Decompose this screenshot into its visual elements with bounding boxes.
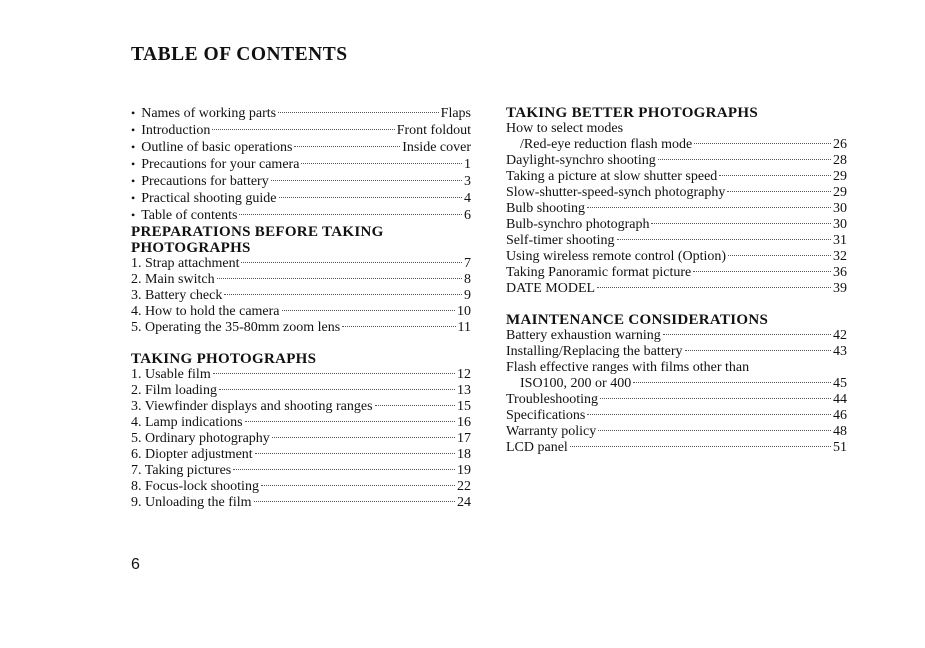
toc-entry — [131, 139, 471, 156]
toc-entry-page: 48 — [833, 424, 847, 439]
toc-entry — [506, 344, 847, 360]
toc-entry — [131, 190, 471, 207]
toc-entry-page: 11 — [457, 320, 471, 335]
toc-entry-label: 4. Lamp indications — [131, 415, 243, 430]
toc-entry — [506, 392, 847, 408]
better-photographs-list — [506, 137, 847, 297]
dot-leader — [719, 175, 831, 176]
toc-entry — [131, 415, 471, 431]
toc-entry — [131, 288, 471, 304]
toc-entry-page: 32 — [833, 249, 847, 264]
toc-entry-page: 4 — [464, 191, 471, 206]
toc-entry-label: Battery exhaustion warning — [506, 328, 661, 343]
toc-entry-page: 1 — [464, 157, 471, 172]
toc-entry-page: 7 — [464, 256, 471, 271]
dot-leader — [254, 501, 455, 502]
toc-entry — [506, 137, 847, 153]
taking-section — [131, 351, 471, 511]
toc-entry-label: /Red-eye reduction flash mode — [520, 137, 693, 152]
toc-entry — [506, 201, 847, 217]
toc-entry-page: 17 — [457, 431, 471, 446]
dot-leader — [271, 180, 462, 181]
toc-entry-wrapped-line: Flash effective ranges with films other than — [506, 360, 750, 375]
dot-leader — [233, 469, 455, 470]
preparations-section — [131, 224, 471, 336]
toc-entry — [506, 440, 847, 456]
toc-entry-page: 16 — [457, 415, 471, 430]
toc-entry-label: Taking a picture at slow shutter speed — [506, 169, 718, 184]
toc-entry-label: 7. Taking pictures — [131, 463, 232, 478]
toc-entry-label: 5. Ordinary photography — [131, 431, 270, 446]
toc-entry-label: 8. Focus-lock shooting — [131, 479, 259, 494]
toc-entry-page: 10 — [457, 304, 471, 319]
toc-entry — [506, 217, 847, 233]
toc-entry-page: Flaps — [440, 106, 471, 121]
toc-entry — [131, 447, 471, 463]
toc-entry-page: 46 — [833, 408, 847, 423]
dot-leader — [282, 310, 455, 311]
toc-entry-page: 36 — [833, 265, 847, 280]
section-heading: TAKING BETTER PHOTOGRAPHS — [506, 105, 758, 121]
dot-leader — [272, 437, 455, 438]
dot-leader — [651, 223, 831, 224]
toc-entry-label: 1. Strap attachment — [131, 256, 240, 271]
toc-entry-page: 26 — [833, 137, 847, 152]
dot-leader — [633, 382, 831, 383]
dot-leader — [728, 255, 831, 256]
dot-leader — [224, 294, 462, 295]
dot-leader — [587, 414, 831, 415]
dot-leader — [239, 214, 462, 215]
preparations-list — [131, 256, 471, 336]
page-number: 6 — [131, 556, 140, 573]
toc-entry — [131, 256, 471, 272]
dot-leader — [219, 389, 455, 390]
toc-entry-label: Bulb shooting — [506, 201, 585, 216]
better-photographs-section — [506, 105, 847, 297]
dot-leader — [279, 197, 462, 198]
dot-leader — [212, 129, 394, 130]
toc-entry — [131, 320, 471, 336]
toc-entry-label: Using wireless remote control (Option) — [506, 249, 727, 264]
section-heading: PHOTOGRAPHS — [131, 240, 251, 256]
dot-leader — [617, 239, 832, 240]
dot-leader — [658, 159, 831, 160]
dot-leader — [727, 191, 831, 192]
toc-entry-page: 24 — [457, 495, 471, 510]
toc-entry-page: 30 — [833, 217, 847, 232]
toc-entry-page: 39 — [833, 281, 847, 296]
toc-entry-label: 4. How to hold the camera — [131, 304, 280, 319]
dot-leader — [213, 373, 455, 374]
dot-leader — [375, 405, 455, 406]
toc-entry — [131, 156, 471, 173]
toc-entry — [131, 463, 471, 479]
section-heading: TAKING PHOTOGRAPHS — [131, 351, 317, 367]
toc-entry-page: 3 — [464, 174, 471, 189]
toc-entry-page: 31 — [833, 233, 847, 248]
dot-leader — [570, 446, 831, 447]
dot-leader — [694, 143, 831, 144]
toc-entry-label: 2. Main switch — [131, 272, 215, 287]
toc-entry-label: 3. Viewfinder displays and shooting ranges — [131, 399, 373, 414]
toc-entry-label: Self-timer shooting — [506, 233, 615, 248]
dot-leader — [301, 163, 462, 164]
toc-entry-page: 8 — [464, 272, 471, 287]
toc-entry-label: Daylight-synchro shooting — [506, 153, 656, 168]
section-subheading: How to select modes — [506, 121, 624, 136]
maintenance-section — [506, 312, 847, 456]
toc-entry-page: 29 — [833, 185, 847, 200]
toc-entry-label: • Table of contents — [141, 208, 238, 223]
toc-entry-page: 19 — [457, 463, 471, 478]
toc-entry — [131, 479, 471, 495]
dot-leader — [600, 398, 831, 399]
toc-entry-label: Troubleshooting — [506, 392, 599, 407]
toc-entry-label: • Names of working parts — [141, 106, 277, 121]
toc-entry-page: 45 — [833, 376, 847, 391]
toc-entry — [131, 367, 471, 383]
toc-entry — [506, 265, 847, 281]
toc-entry-page: 9 — [464, 288, 471, 303]
dot-leader — [245, 421, 455, 422]
toc-entry — [506, 281, 847, 297]
toc-entry-label: Taking Panoramic format picture — [506, 265, 692, 280]
toc-entry-page: 12 — [457, 367, 471, 382]
toc-entry — [131, 431, 471, 447]
toc-entry — [506, 328, 847, 344]
dot-leader — [685, 350, 831, 351]
dot-leader — [663, 334, 831, 335]
section-heading: PREPARATIONS BEFORE TAKING — [131, 224, 384, 240]
toc-entry-page: 42 — [833, 328, 847, 343]
toc-entry — [506, 376, 847, 392]
dot-leader — [693, 271, 831, 272]
toc-entry-page: Front foldout — [396, 123, 471, 138]
page-title: TABLE OF CONTENTS — [131, 44, 348, 65]
toc-entry-label: 2. Film loading — [131, 383, 217, 398]
toc-entry — [506, 233, 847, 249]
dot-leader — [255, 453, 455, 454]
toc-entry-label: DATE MODEL — [506, 281, 596, 296]
toc-entry-page: 43 — [833, 344, 847, 359]
right-column — [506, 105, 847, 471]
toc-entry-label: Installing/Replacing the battery — [506, 344, 683, 359]
toc-entry-label: • Precautions for your camera — [141, 157, 300, 172]
toc-entry-page: 15 — [457, 399, 471, 414]
toc-entry-label: • Practical shooting guide — [141, 191, 277, 206]
toc-entry-label: Specifications — [506, 408, 586, 423]
toc-entry — [131, 105, 471, 122]
dot-leader — [597, 287, 831, 288]
dot-leader — [598, 430, 831, 431]
toc-entry — [131, 173, 471, 190]
toc-entry-label: 9. Unloading the film — [131, 495, 252, 510]
taking-list — [131, 367, 471, 511]
toc-entry-page: 18 — [457, 447, 471, 462]
toc-entry-label: LCD panel — [506, 440, 568, 455]
toc-entry — [506, 185, 847, 201]
toc-entry-page: 44 — [833, 392, 847, 407]
toc-entry — [131, 495, 471, 511]
toc-entry — [131, 399, 471, 415]
toc-entry-page: 6 — [464, 208, 471, 223]
toc-entry — [506, 408, 847, 424]
toc-entry — [131, 122, 471, 139]
toc-entry-label: • Precautions for battery — [141, 174, 269, 189]
toc-entry — [131, 272, 471, 288]
toc-entry — [506, 153, 847, 169]
toc-entry — [506, 424, 847, 440]
toc-entry-label: 3. Battery check — [131, 288, 223, 303]
toc-entry-label: Bulb-synchro photograph — [506, 217, 650, 232]
toc-entry-page: 13 — [457, 383, 471, 398]
dot-leader — [342, 326, 455, 327]
left-column — [131, 105, 471, 526]
toc-entry-label: 5. Operating the 35-80mm zoom lens — [131, 320, 341, 335]
toc-entry-label: ISO100, 200 or 400 — [520, 376, 632, 391]
toc-entry — [506, 169, 847, 185]
toc-entry-page: 28 — [833, 153, 847, 168]
toc-entry-page: 22 — [457, 479, 471, 494]
toc-entry — [131, 383, 471, 399]
dot-leader — [241, 262, 462, 263]
toc-entry-page: 30 — [833, 201, 847, 216]
dot-leader — [587, 207, 831, 208]
toc-entry-page: Inside cover — [402, 140, 471, 155]
toc-entry-label: • Outline of basic operations — [141, 140, 293, 155]
toc-entry — [506, 249, 847, 265]
maintenance-list — [506, 328, 847, 456]
toc-entry-page: 29 — [833, 169, 847, 184]
toc-entry-label: 1. Usable film — [131, 367, 211, 382]
toc-entry-label: Slow-shutter-speed-synch photography — [506, 185, 726, 200]
dot-leader — [294, 146, 400, 147]
toc-entry — [131, 207, 471, 224]
toc-entry-label: Warranty policy — [506, 424, 597, 439]
dot-leader — [217, 278, 462, 279]
toc-entry-label: 6. Diopter adjustment — [131, 447, 253, 462]
toc-entry — [131, 304, 471, 320]
dot-leader — [278, 112, 439, 113]
intro-list — [131, 105, 471, 224]
section-heading: MAINTENANCE CONSIDERATIONS — [506, 312, 769, 328]
dot-leader — [261, 485, 455, 486]
toc-entry-page: 51 — [833, 440, 847, 455]
toc-entry-label: • Introduction — [141, 123, 211, 138]
